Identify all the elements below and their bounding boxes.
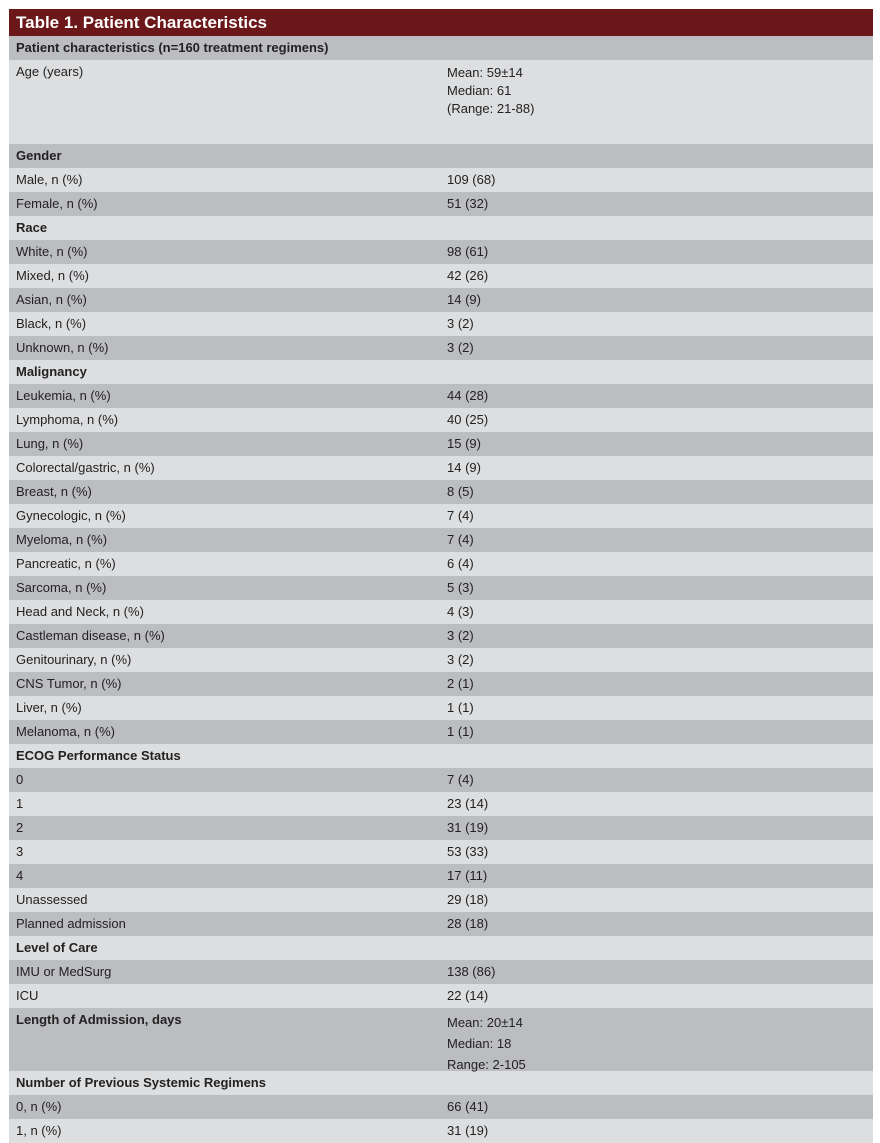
- row-value: [441, 576, 873, 600]
- row-value-line: 31 (19): [447, 820, 489, 835]
- table-row: [9, 60, 873, 144]
- table-row: [9, 552, 873, 576]
- table-row: [9, 960, 873, 984]
- table-section-header: [9, 144, 873, 168]
- row-label: Race: [16, 220, 48, 235]
- row-label: ICU: [16, 988, 39, 1003]
- table-section-header: [9, 1008, 873, 1071]
- row-label: IMU or MedSurg: [16, 964, 112, 979]
- table-row: [9, 624, 873, 648]
- row-label: 4: [16, 868, 24, 883]
- table-row: [9, 984, 873, 1008]
- table-row: [9, 288, 873, 312]
- row-value: [441, 816, 873, 840]
- table-row: [9, 528, 873, 552]
- row-value: [441, 720, 873, 744]
- row-value: [441, 216, 873, 240]
- row-value: [441, 480, 873, 504]
- row-value: [441, 888, 873, 912]
- row-label: 0, n (%): [16, 1099, 62, 1114]
- row-value: [441, 312, 873, 336]
- table-row: [9, 504, 873, 528]
- row-value-line: 17 (11): [447, 868, 488, 883]
- row-value-line: 7 (4): [447, 772, 474, 787]
- row-value-line: Mean: 20±14: [447, 1015, 523, 1030]
- row-label: 2: [16, 820, 24, 835]
- row-label: Liver, n (%): [16, 700, 82, 715]
- row-label: Patient characteristics (n=160 treatment regimens): [16, 40, 329, 55]
- row-label: Black, n (%): [16, 316, 87, 331]
- row-value: [441, 600, 873, 624]
- row-value-line: Median: 18: [447, 1036, 512, 1051]
- table-body: [9, 36, 873, 1143]
- row-value: [441, 360, 873, 384]
- row-value-line: 31 (19): [447, 1123, 489, 1138]
- row-value: [441, 504, 873, 528]
- row-value-line: Median: 61: [447, 83, 512, 98]
- row-value-line: 15 (9): [447, 436, 481, 451]
- row-label: Male, n (%): [16, 172, 83, 187]
- row-label: 3: [16, 844, 24, 859]
- row-value-line: 22 (14): [447, 988, 489, 1003]
- row-value: [441, 432, 873, 456]
- row-value: [441, 336, 873, 360]
- row-value: [441, 768, 873, 792]
- row-value: [441, 648, 873, 672]
- row-value-line: 8 (5): [447, 484, 474, 499]
- row-value-line: Mean: 59±14: [447, 65, 523, 80]
- row-label: Unassessed: [16, 892, 88, 907]
- table-row: [9, 312, 873, 336]
- row-label: Sarcoma, n (%): [16, 580, 107, 595]
- table-title: Table 1. Patient Characteristics: [9, 9, 873, 36]
- row-label: Age (years): [16, 64, 84, 79]
- table-row: [9, 456, 873, 480]
- table-row: [9, 192, 873, 216]
- row-value: [441, 1095, 873, 1119]
- row-value-line: 3 (2): [447, 316, 474, 331]
- row-value-line: 6 (4): [447, 556, 474, 571]
- row-value-line: 98 (61): [447, 244, 489, 259]
- table-row: [9, 168, 873, 192]
- row-value-line: 42 (26): [447, 268, 489, 283]
- row-value: [441, 840, 873, 864]
- table-row: [9, 480, 873, 504]
- table-row: [9, 696, 873, 720]
- table-row: [9, 336, 873, 360]
- row-label: Planned admission: [16, 916, 126, 931]
- table-row: [9, 816, 873, 840]
- table-row: [9, 888, 873, 912]
- row-label: Melanoma, n (%): [16, 724, 115, 739]
- row-label: Gynecologic, n (%): [16, 508, 126, 523]
- row-label: Colorectal/gastric, n (%): [16, 460, 155, 475]
- row-value: [441, 1071, 873, 1095]
- row-value-line: 5 (3): [447, 580, 474, 595]
- row-label: CNS Tumor, n (%): [16, 676, 122, 691]
- table-section-header: [9, 360, 873, 384]
- row-label: Female, n (%): [16, 196, 98, 211]
- table-row: [9, 600, 873, 624]
- row-value-line: 51 (32): [447, 196, 489, 211]
- row-value-line: 14 (9): [447, 460, 481, 475]
- row-label: Level of Care: [16, 940, 98, 955]
- row-value: [441, 552, 873, 576]
- row-value: [441, 144, 873, 168]
- row-value-line: 29 (18): [447, 892, 489, 907]
- table-row: [9, 792, 873, 816]
- row-value: [441, 1008, 873, 1071]
- table-row: [9, 864, 873, 888]
- row-label: 1: [16, 796, 24, 811]
- row-value-line: 3 (2): [447, 652, 474, 667]
- row-label: Lung, n (%): [16, 436, 84, 451]
- row-value-line: 23 (14): [447, 796, 489, 811]
- row-value: [441, 456, 873, 480]
- row-value: [441, 288, 873, 312]
- row-label: Leukemia, n (%): [16, 388, 111, 403]
- row-label: Breast, n (%): [16, 484, 92, 499]
- table-section-header: [9, 1071, 873, 1095]
- table-row: [9, 384, 873, 408]
- row-value: [441, 984, 873, 1008]
- row-value: [441, 960, 873, 984]
- row-value-line: 40 (25): [447, 412, 489, 427]
- row-value-line: 138 (86): [447, 964, 496, 979]
- table-row: [9, 648, 873, 672]
- table-row: [9, 672, 873, 696]
- row-value-line: 7 (4): [447, 508, 474, 523]
- row-value-line: 66 (41): [447, 1099, 489, 1114]
- row-value: [441, 168, 873, 192]
- row-value: [441, 1119, 873, 1143]
- table-section-header: [9, 936, 873, 960]
- row-label: ECOG Performance Status: [16, 748, 181, 763]
- row-value: [441, 36, 873, 60]
- row-value: [441, 264, 873, 288]
- table-row: [9, 768, 873, 792]
- row-label: 1, n (%): [16, 1123, 62, 1138]
- row-label: Myeloma, n (%): [16, 532, 108, 547]
- row-value-line: 44 (28): [447, 388, 489, 403]
- row-value-line: 28 (18): [447, 916, 489, 931]
- row-value: [441, 384, 873, 408]
- row-label: Number of Previous Systemic Regimens: [16, 1075, 266, 1090]
- row-label: 0: [16, 772, 24, 787]
- row-value-line: 7 (4): [447, 532, 474, 547]
- row-value: [441, 240, 873, 264]
- row-value: [441, 936, 873, 960]
- row-label: Mixed, n (%): [16, 268, 89, 283]
- row-value: [441, 696, 873, 720]
- row-value: [441, 624, 873, 648]
- row-value-line: 1 (1): [447, 700, 474, 715]
- row-value-line: 109 (68): [447, 172, 496, 187]
- row-value: [441, 912, 873, 936]
- row-value: [441, 744, 873, 768]
- table-row: [9, 264, 873, 288]
- row-label: White, n (%): [16, 244, 88, 259]
- table-section-header: [9, 216, 873, 240]
- row-value: [441, 792, 873, 816]
- row-label: Castleman disease, n (%): [16, 628, 165, 643]
- patient-characteristics-table: [9, 9, 873, 1143]
- row-value-line: 53 (33): [447, 844, 489, 859]
- row-value-line: 4 (3): [447, 604, 474, 619]
- row-label: Gender: [16, 148, 62, 163]
- table-section-header: [9, 744, 873, 768]
- row-value-line: 3 (2): [447, 340, 474, 355]
- table-row: [9, 576, 873, 600]
- table-row: [9, 240, 873, 264]
- row-label: Malignancy: [16, 364, 87, 379]
- row-label: Unknown, n (%): [16, 340, 109, 355]
- row-label: Pancreatic, n (%): [16, 556, 116, 571]
- table-row: [9, 912, 873, 936]
- table-row: [9, 840, 873, 864]
- table-row: [9, 720, 873, 744]
- table-row: [9, 432, 873, 456]
- row-label: Genitourinary, n (%): [16, 652, 132, 667]
- table-section-header: [9, 36, 873, 60]
- row-value-line: (Range: 21-88): [447, 101, 535, 116]
- row-value: [441, 192, 873, 216]
- row-label: Asian, n (%): [16, 292, 87, 307]
- row-value: [441, 60, 873, 144]
- row-value-line: 3 (2): [447, 628, 474, 643]
- row-value-line: 1 (1): [447, 724, 474, 739]
- row-value: [441, 864, 873, 888]
- row-value-line: 14 (9): [447, 292, 481, 307]
- row-value: [441, 528, 873, 552]
- row-label: Length of Admission, days: [16, 1012, 182, 1027]
- row-value: [441, 408, 873, 432]
- row-label: Head and Neck, n (%): [16, 604, 144, 619]
- row-label: Lymphoma, n (%): [16, 412, 119, 427]
- row-value-line: Range: 2-105: [447, 1057, 526, 1072]
- table-row: [9, 408, 873, 432]
- row-value-line: 2 (1): [447, 676, 474, 691]
- table-row: [9, 1119, 873, 1143]
- table-row: [9, 1095, 873, 1119]
- row-value: [441, 672, 873, 696]
